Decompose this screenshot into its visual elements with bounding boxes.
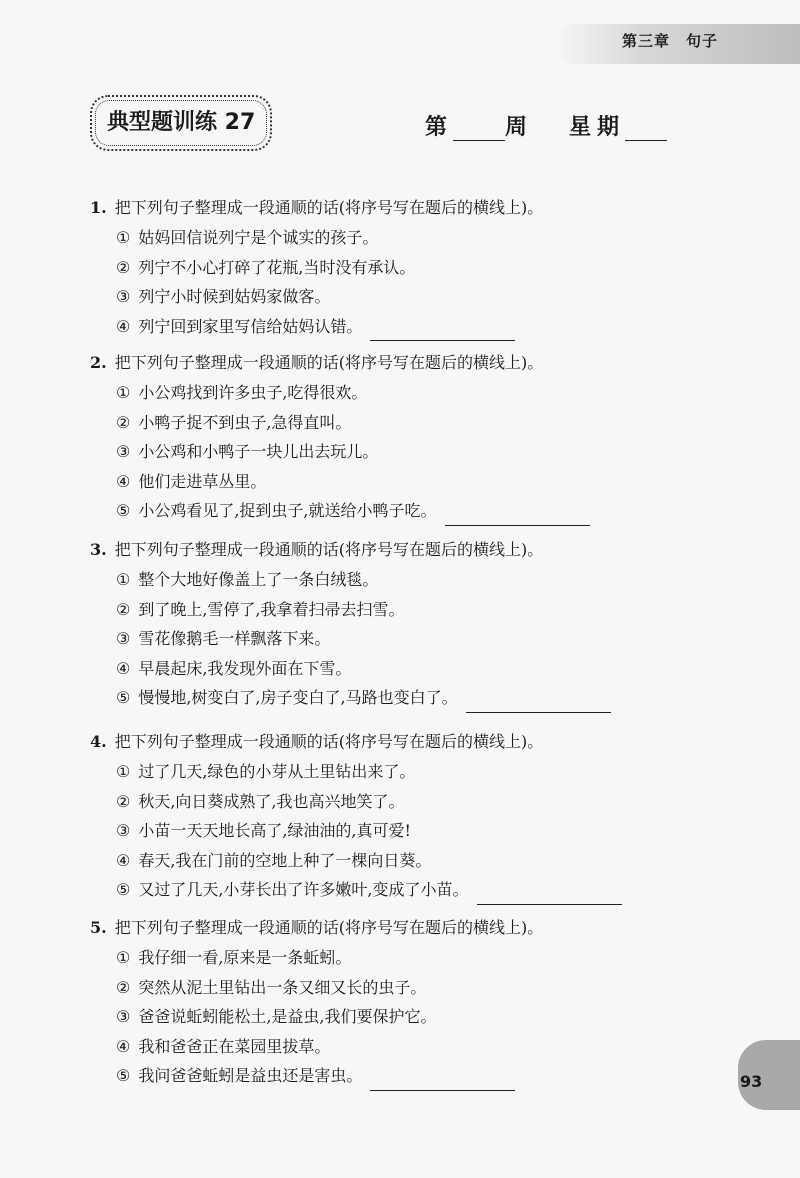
list-item: ① 过了几天,绿色的小芽从土里钻出来了。 [116,762,416,781]
page-number: 93 [740,1072,763,1091]
question-1 [90,193,730,341]
list-item: ② 列宁不小心打碎了花瓶,当时没有承认。 [116,257,416,277]
list-item: ⑤ 我问爸爸蚯蚓是益虫还是害虫。 [90,1061,730,1091]
list-item: ③ 小苗一天天地长高了,绿油油的,真可爱! [116,821,411,840]
weekday-label: 星期 [569,115,626,140]
question-2 [90,348,730,526]
question-prompt: 3. 把下列句子整理成一段通顺的话(将序号写在题后的横线上)。 [90,540,544,559]
list-item: ④ 他们走进草丛里。 [116,471,267,491]
week-mid: 周 [505,115,534,140]
question-prompt: 2. 把下列句子整理成一段通顺的话(将序号写在题后的横线上)。 [90,353,544,372]
list-item: ④ 早晨起床,我发现外面在下雪。 [116,658,352,678]
list-item: ③ 小公鸡和小鸭子一块儿出去玩儿。 [116,442,379,461]
list-item: ② 到了晚上,雪停了,我拿着扫帚去扫雪。 [116,599,405,619]
list-item: ③ 爸爸说蚯蚓能松土,是益虫,我们要保护它。 [116,1007,437,1026]
answer-line[interactable] [466,694,611,713]
question-4 [90,727,730,905]
list-item: ① 姑妈回信说列宁是个诚实的孩子。 [116,228,379,247]
question-3 [90,535,730,713]
answer-line[interactable] [477,886,622,905]
page-title: 典型题训练 27 [107,110,256,135]
week-prefix: 第 [425,115,454,140]
question-5 [90,913,730,1091]
question-prompt: 4. 把下列句子整理成一段通顺的话(将序号写在题后的横线上)。 [90,732,544,751]
weekday-blank[interactable] [625,118,667,141]
week-blank[interactable] [453,118,505,141]
week-day-line [425,110,667,141]
list-item: ④ 列宁回到家里写信给姑妈认错。 [90,312,730,342]
list-item: ② 秋天,向日葵成熟了,我也高兴地笑了。 [116,791,405,811]
list-item: ① 小公鸡找到许多虫子,吃得很欢。 [116,383,368,402]
answer-line[interactable] [370,322,515,341]
list-item: ① 我仔细一看,原来是一条蚯蚓。 [116,948,352,967]
list-item: ① 整个大地好像盖上了一条白绒毯。 [116,570,379,589]
list-item: ④ 春天,我在门前的空地上种了一棵向日葵。 [116,850,432,870]
list-item: ② 突然从泥土里钻出一条又细又长的虫子。 [116,977,427,997]
answer-line[interactable] [370,1072,515,1091]
list-item: ② 小鸭子捉不到虫子,急得直叫。 [116,412,352,432]
list-item: ③ 列宁小时候到姑妈家做客。 [116,287,331,306]
list-item: ⑤ 小公鸡看见了,捉到虫子,就送给小鸭子吃。 [90,496,730,526]
chapter-label: 第三章 句子 [622,32,719,50]
list-item: ③ 雪花像鹅毛一样飘落下来。 [116,629,331,648]
list-item: ④ 我和爸爸正在菜园里拔草。 [116,1036,331,1056]
question-prompt: 5. 把下列句子整理成一段通顺的话(将序号写在题后的横线上)。 [90,918,544,937]
list-item: ⑤ 又过了几天,小芽长出了许多嫩叶,变成了小苗。 [90,875,730,905]
list-item: ⑤ 慢慢地,树变白了,房子变白了,马路也变白了。 [90,683,730,713]
question-prompt: 1. 把下列句子整理成一段通顺的话(将序号写在题后的横线上)。 [90,198,544,217]
answer-line[interactable] [445,507,590,526]
